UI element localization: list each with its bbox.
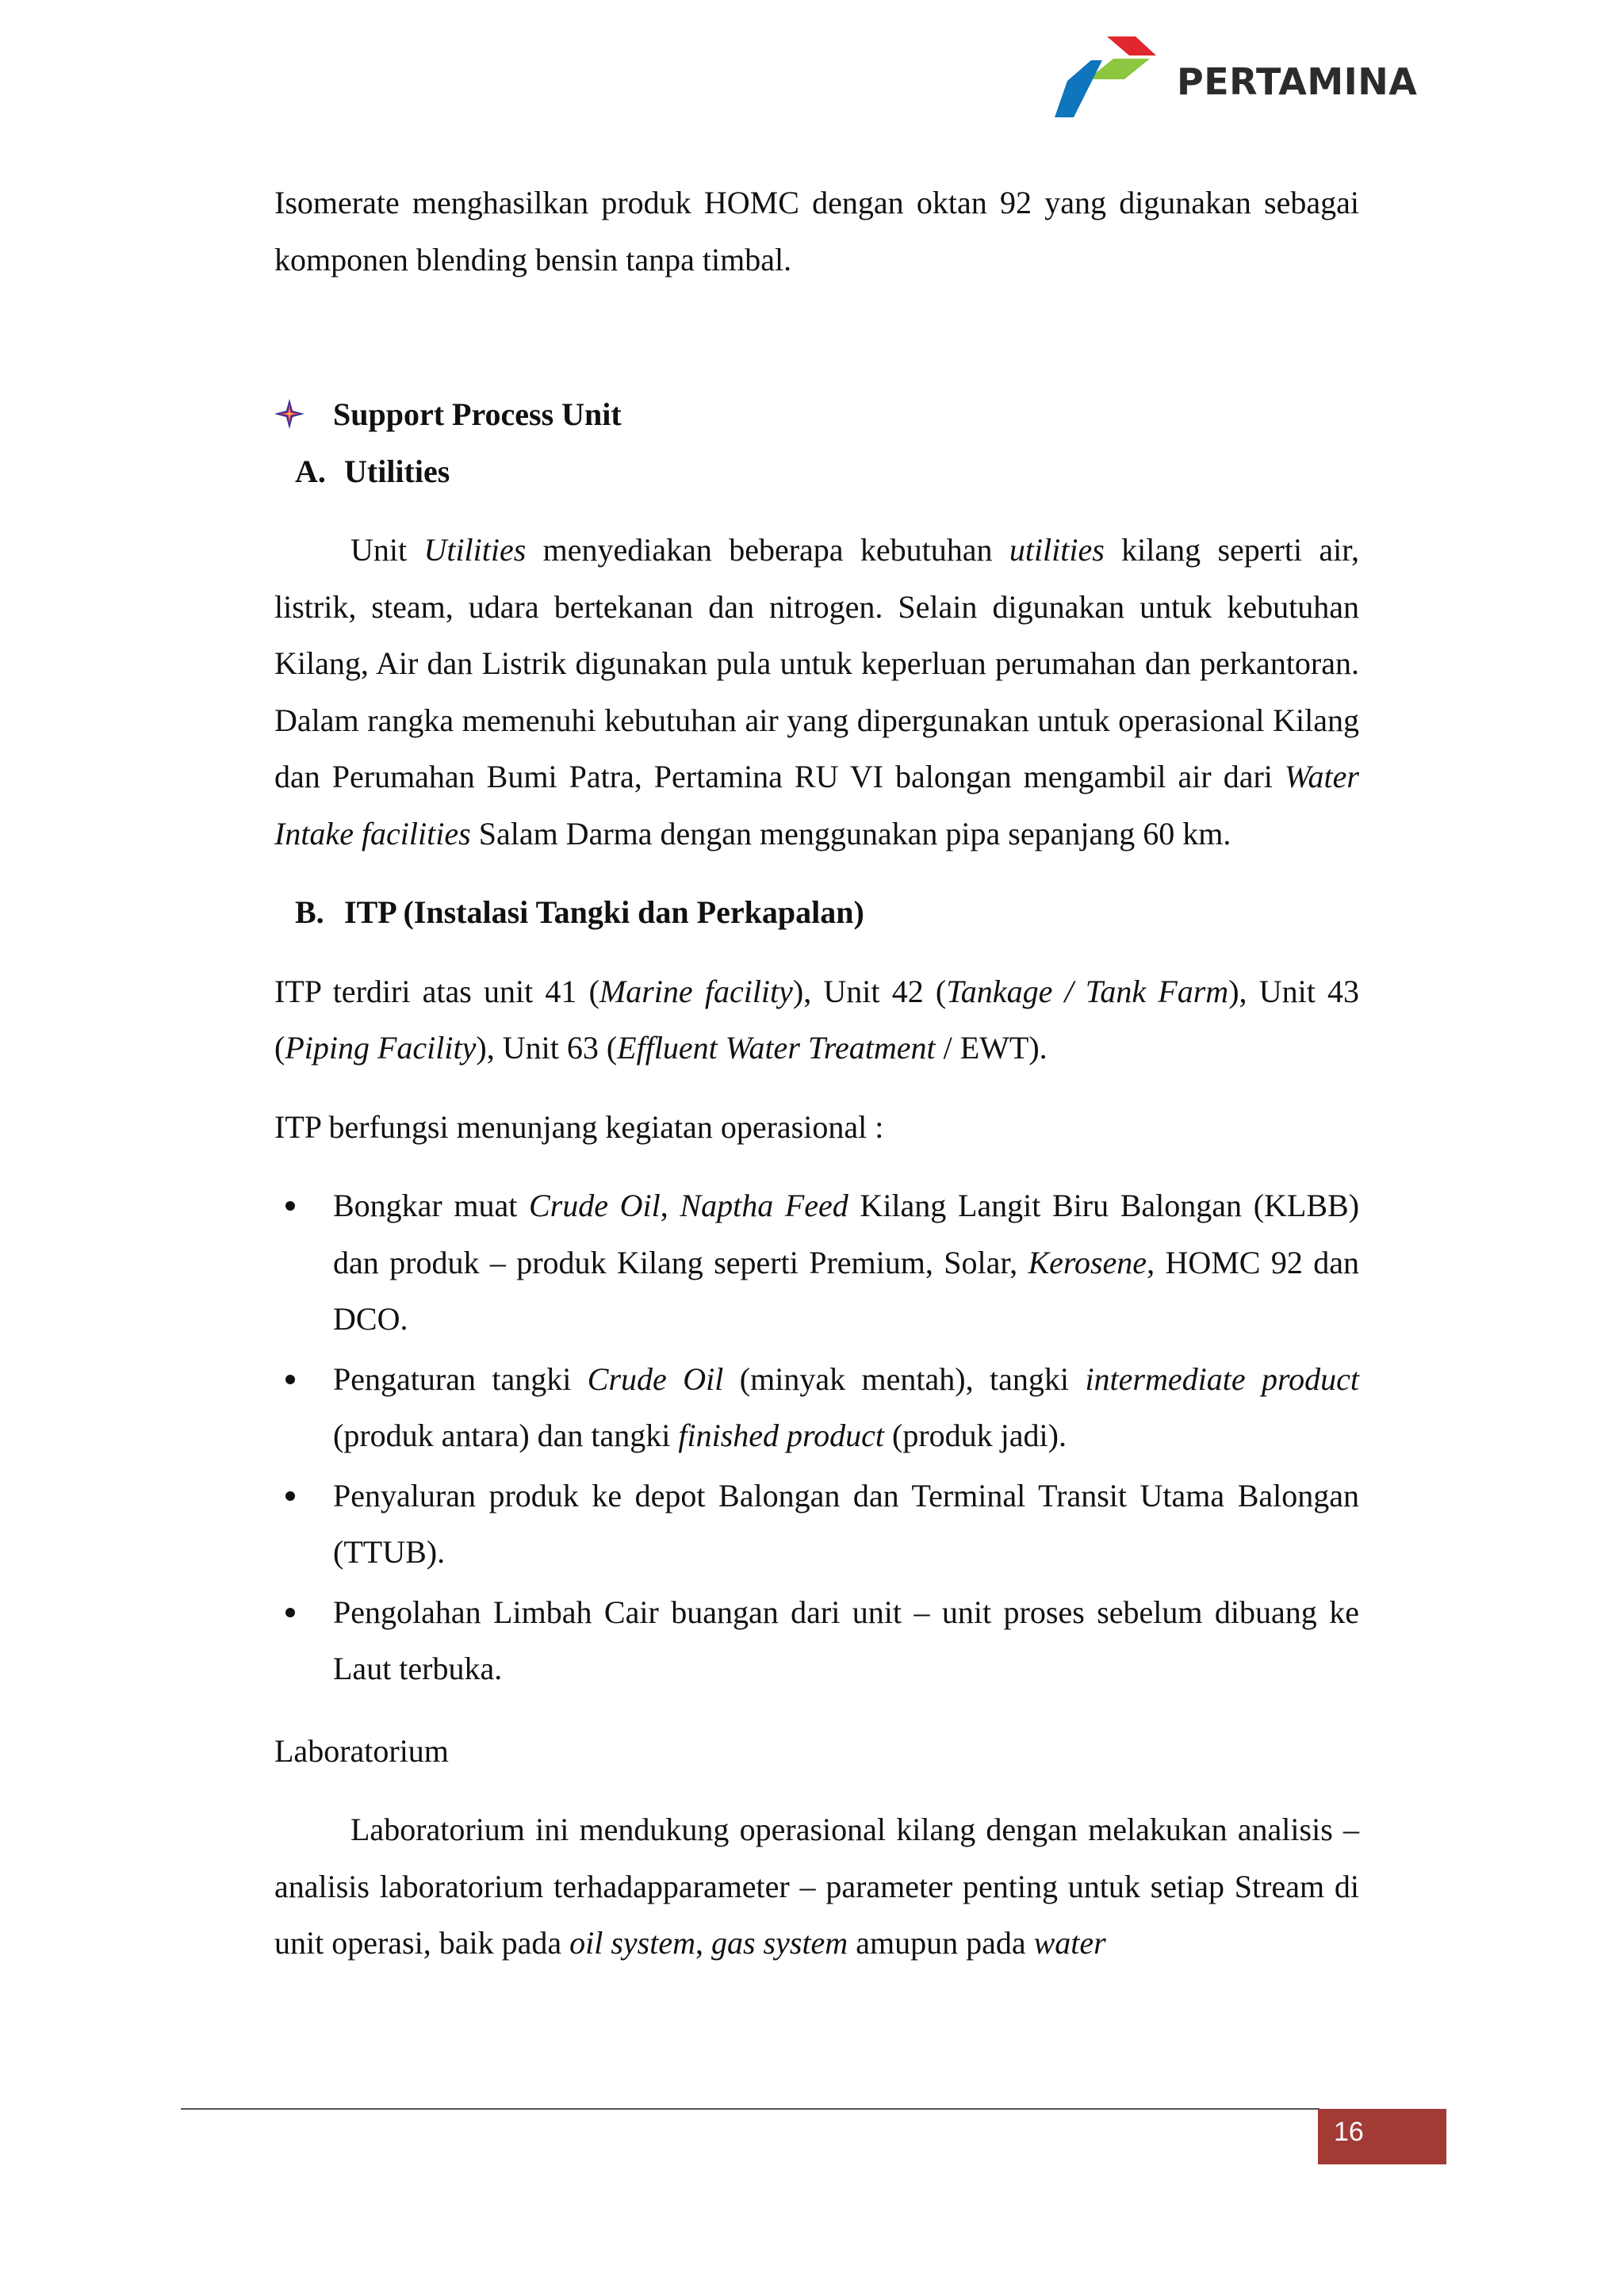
text-run: Laboratorium ini mendukung operasional kilang dengan melakukan analisis – analisis laboratorium terhadapparameter – parameter penting untuk setiap Stream di unit operasi, baik pada — [274, 1812, 1359, 1961]
text-run: ), Unit 43 ( — [274, 973, 1360, 1066]
text-run: (produk antara) dan tangki — [333, 1418, 679, 1453]
text-run: , — [695, 1925, 711, 1961]
section-heading — [274, 386, 1359, 443]
list-item — [274, 1177, 1359, 1348]
brand-name: PERTAMINA — [1177, 60, 1418, 103]
text-run: , — [660, 1188, 680, 1223]
italic-run: Kerosene — [1028, 1244, 1147, 1280]
italic-run: Crude Oil — [529, 1188, 661, 1223]
text-run: (produk jadi). — [884, 1418, 1067, 1453]
text-run: kilang seperti air, listrik, steam, udara bertekanan dan nitrogen. Selain digunakan untuk kebutuhan Kilang, Air dan Listrik digunakan pula untuk keperluan perumahan dan perkantoran. Dalam rangka memenuhi kebutuhan air yang dipergunakan untuk operasional Kilang dan Perumahan Bumi Patra, Pertamina RU VI balongan mengambil air dari — [274, 532, 1359, 794]
itp-heading — [274, 884, 1359, 941]
page-number-badge — [1318, 2109, 1446, 2164]
text-run: ITP terdiri atas unit 41 ( — [274, 973, 599, 1009]
italic-run: Effluent Water Treatment — [617, 1030, 936, 1066]
italic-run: Crude Oil — [587, 1360, 724, 1397]
four-point-star-bullet-icon — [274, 399, 304, 429]
text-run: menyediakan beberapa kebutuhan — [526, 532, 1009, 568]
list-item — [274, 1351, 1359, 1464]
text-run: Bongkar muat — [333, 1188, 530, 1223]
utilities-paragraph — [274, 522, 1359, 862]
text-run: Unit — [350, 532, 424, 568]
bullet-dot-icon — [285, 1375, 295, 1384]
bullet-dot-icon — [285, 1608, 295, 1617]
itp-title: ITP (Instalasi Tangki dan Perkapalan) — [344, 894, 864, 930]
page-number: 16 — [1334, 2117, 1364, 2147]
footer-divider — [181, 2108, 1320, 2110]
text-run: Pengaturan tangki — [333, 1360, 588, 1397]
italic-run: Piping Facility — [285, 1030, 477, 1066]
text-run: Salam Darma dengan menggunakan pipa sepanjang 60 km. — [470, 815, 1231, 851]
italic-run: Tankage / Tank Farm — [946, 973, 1229, 1009]
pertamina-logo — [1053, 32, 1418, 127]
utilities-heading — [274, 443, 1359, 500]
pertamina-logo-icon — [1053, 32, 1172, 119]
italic-run: utilities — [1009, 532, 1105, 568]
itp-function-list — [274, 1177, 1359, 1697]
text-run: / EWT). — [935, 1030, 1048, 1066]
itp-letter: B. — [295, 894, 324, 930]
utilities-letter: A. — [295, 453, 326, 489]
italic-run: oil system — [569, 1925, 695, 1961]
italic-run: Marine facility — [599, 973, 793, 1009]
section-title: Support Process Unit — [333, 396, 622, 432]
text-run: Kilang Langit Biru Balongan (KLBB) dan produk – produk Kilang seperti Premium, Solar, — [333, 1188, 1360, 1280]
intro-paragraph: Isomerate menghasilkan produk HOMC dengan oktan 92 yang digunakan sebagai komponen blending bensin tanpa timbal. — [274, 185, 1359, 277]
itp-function-intro: ITP berfungsi menunjang kegiatan operasional : — [274, 1108, 884, 1145]
laboratorium-heading: Laboratorium — [274, 1732, 449, 1769]
italic-run: water — [1033, 1925, 1106, 1961]
italic-run: finished product — [678, 1418, 884, 1453]
laboratorium-paragraph — [274, 1801, 1359, 1972]
text-run: ), Unit 42 ( — [792, 973, 947, 1009]
italic-run: intermediate product — [1085, 1360, 1359, 1397]
document-body — [274, 174, 1359, 1972]
text-run: Pengolahan Limbah Cair buangan dari unit – unit proses sebelum dibuang ke Laut terbuka. — [333, 1594, 1359, 1686]
italic-run: Water Intake facilities — [274, 759, 1359, 851]
utilities-title: Utilities — [344, 453, 450, 489]
itp-paragraph — [274, 963, 1359, 1077]
italic-run: Naptha Feed — [680, 1188, 848, 1223]
bullet-dot-icon — [285, 1491, 295, 1501]
text-run: amupun pada — [848, 1925, 1034, 1961]
text-run: (minyak mentah), tangki — [723, 1360, 1086, 1397]
text-run: , HOMC 92 dan DCO. — [333, 1244, 1359, 1337]
text-run: ), Unit 63 ( — [476, 1030, 618, 1066]
text-run: Penyaluran produk ke depot Balongan dan Terminal Transit Utama Balongan (TTUB). — [333, 1477, 1359, 1570]
list-item — [274, 1584, 1359, 1697]
italic-run: gas system — [710, 1925, 848, 1961]
bullet-dot-icon — [285, 1201, 295, 1211]
list-item — [274, 1468, 1359, 1581]
italic-run: Utilities — [423, 532, 527, 568]
